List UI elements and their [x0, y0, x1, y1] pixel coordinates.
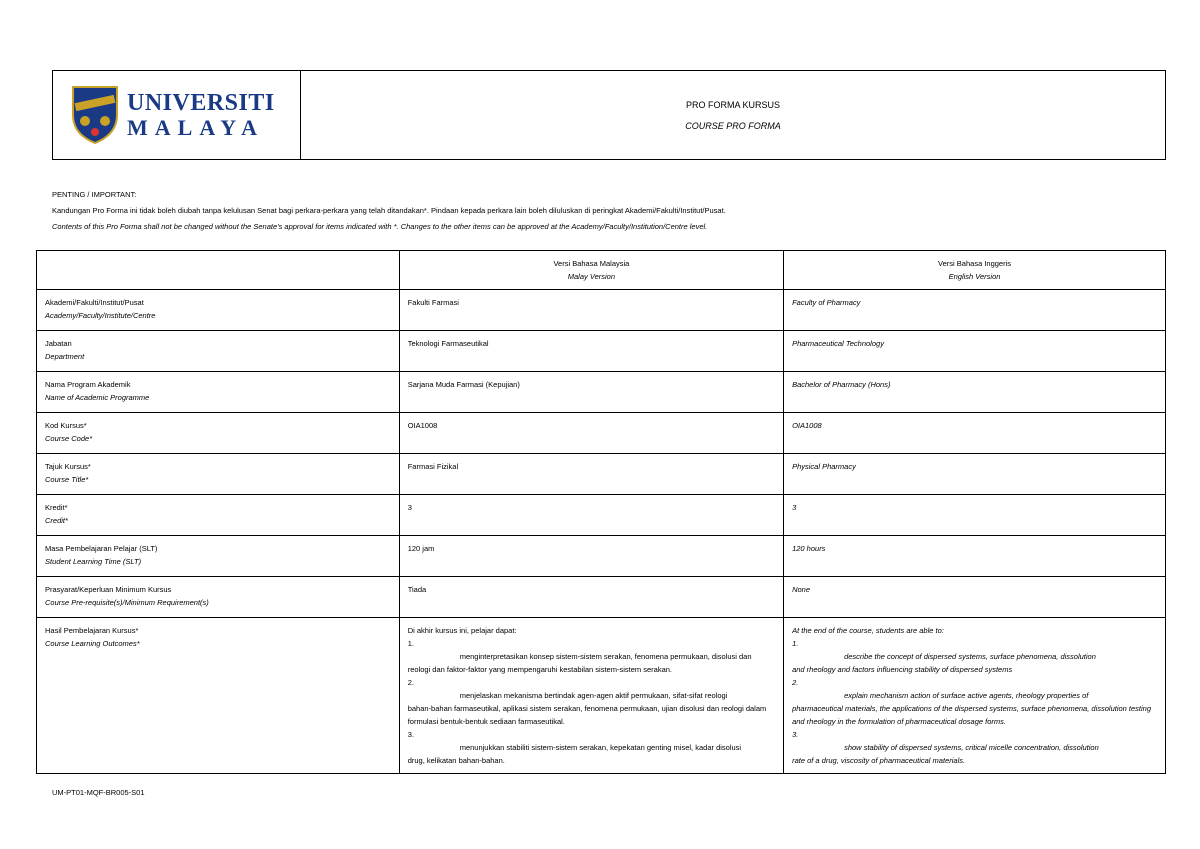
row-label: Prasyarat/Keperluan Minimum Kursus: [45, 585, 172, 594]
outcome-rest: and rheology and factors influencing stability of dispersed systems: [792, 665, 1013, 674]
row-label-en: Name of Academic Programme: [45, 393, 150, 402]
logo-cell: [53, 71, 301, 159]
english-value: 120 hours: [784, 536, 1166, 577]
outcome-item: [792, 637, 1157, 676]
table-row: [37, 577, 1166, 618]
header-box: [52, 70, 1166, 160]
important-malay: Kandungan Pro Forma ini tidak boleh diubah tanpa kelulusan Senat bagi perkara-perkara yang telah ditandakan*. Pindaan kepada perkara lain boleh diluluskan di peringkat Akademi/Fakulti/Institut/Pusat.: [52, 206, 726, 215]
table-row: [37, 454, 1166, 495]
row-label: Jabatan: [45, 339, 72, 348]
outcomes-malay-cell: [399, 618, 783, 774]
malay-value: OIA1008: [399, 413, 783, 454]
outcome-number: 3.: [792, 730, 799, 739]
important-english: Contents of this Pro Forma shall not be changed without the Senate's approval for items indicated with *. Changes to the other items can be approved at the Academy/Faculty/Institution/Centre level.: [52, 222, 708, 231]
row-label-cell: [37, 331, 400, 372]
logo-line2: MALAYA: [127, 115, 264, 140]
outcome-number: 3.: [407, 730, 414, 739]
row-label-en: Course Title*: [45, 475, 89, 484]
table-row: [37, 413, 1166, 454]
malay-value: 120 jam: [399, 536, 783, 577]
outcomes-row: [37, 618, 1166, 774]
malay-value: Sarjana Muda Farmasi (Kepujian): [399, 372, 783, 413]
row-label-en: Credit*: [45, 516, 68, 525]
english-value: 3: [784, 495, 1166, 536]
english-value: Pharmaceutical Technology: [784, 331, 1166, 372]
form-title-en: COURSE PRO FORMA: [685, 120, 781, 131]
outcomes-label: Hasil Pembelajaran Kursus*: [45, 626, 139, 635]
outcome-item: [792, 728, 1157, 767]
outcomes-malay-intro: Di akhir kursus ini, pelajar dapat:: [407, 626, 517, 635]
table-row: [37, 536, 1166, 577]
outcomes-label-en: Course Learning Outcomes*: [45, 639, 140, 648]
english-value: OIA1008: [784, 413, 1166, 454]
table-row: [37, 495, 1166, 536]
outcome-item: [792, 676, 1157, 728]
header-malay-cell: [399, 251, 783, 290]
outcome-rest: pharmaceutical materials, the applications of the dispersed systems, surface phenomena, dissolution testing and rheology in the formulation of pharmaceutical dosage forms.: [792, 704, 1152, 726]
outcomes-english-cell: [784, 618, 1166, 774]
table-row: [37, 372, 1166, 413]
english-value: Faculty of Pharmacy: [784, 290, 1166, 331]
malay-value: Tiada: [399, 577, 783, 618]
malay-value: Fakulti Farmasi: [399, 290, 783, 331]
outcomes-english-intro: At the end of the course, students are able to:: [792, 626, 944, 635]
row-label-en: Department: [45, 352, 85, 361]
row-label-cell: [37, 495, 400, 536]
malay-version-label: Versi Bahasa Malaysia: [553, 259, 630, 268]
table-row: [37, 331, 1166, 372]
outcome-first-line: menunjukkan stabiliti sistem-sistem serakan, kepekatan genting misel, kadar disolusi: [459, 743, 742, 752]
outcome-first-line: menjelaskan mekanisma bertindak agen-agen aktif permukaan, sifat-sifat reologi: [459, 691, 728, 700]
outcome-first-line: explain mechanism action of surface active agents, rheology properties of: [844, 691, 1089, 700]
outcome-rest: rate of a drug, viscosity of pharmaceutical materials.: [792, 756, 966, 765]
row-label-cell: [37, 413, 400, 454]
outcome-first-line: describe the concept of dispersed systems, surface phenomena, dissolution: [844, 652, 1096, 661]
english-version-label: Versi Bahasa Inggeris: [938, 259, 1012, 268]
malay-value: 3: [399, 495, 783, 536]
university-wordmark: [127, 91, 275, 139]
row-label-en: Course Pre-requisite(s)/Minimum Requirement(s): [45, 598, 209, 607]
logo-line1: UNIVERSITI: [127, 90, 275, 116]
outcome-number: 1.: [792, 639, 799, 648]
header-empty-cell: [37, 251, 400, 290]
outcome-rest: drug, kelikatan bahan-bahan.: [407, 756, 505, 765]
outcome-rest: reologi dan faktor-faktor yang mempengaruhi kestabilan sistem-sistem serakan.: [407, 665, 672, 674]
important-notice: [52, 190, 726, 238]
outcome-number: 2.: [407, 678, 414, 687]
header-english-cell: [784, 251, 1166, 290]
row-label: Akademi/Fakulti/Institut/Pusat: [45, 298, 144, 307]
university-crest-icon: [71, 85, 119, 145]
document-code: UM-PT01-MQF-BR005-S01: [52, 788, 145, 797]
english-value: None: [784, 577, 1166, 618]
form-title: PRO FORMA KURSUS: [685, 99, 780, 110]
row-label-en: Student Learning Time (SLT): [45, 557, 142, 566]
row-label-cell: [37, 372, 400, 413]
row-label-cell: [37, 536, 400, 577]
outcomes-label-cell: [37, 618, 400, 774]
outcome-rest: bahan-bahan farmaseutikal, aplikasi sistem serakan, fenomena permukaan, ujian disolusi dan reologi dalam formulasi bentuk-bentuk sediaan farmaseutikal.: [407, 704, 767, 726]
row-label-cell: [37, 290, 400, 331]
row-label-cell: [37, 577, 400, 618]
malay-value: Teknologi Farmaseutikal: [399, 331, 783, 372]
outcome-item: [408, 676, 775, 728]
english-value: Physical Pharmacy: [784, 454, 1166, 495]
outcome-number: 2.: [792, 678, 799, 687]
row-label: Nama Program Akademik: [45, 380, 131, 389]
table-row: [37, 290, 1166, 331]
row-label: Kredit*: [45, 503, 68, 512]
row-label: Masa Pembelajaran Pelajar (SLT): [45, 544, 158, 553]
outcome-item: [408, 637, 775, 676]
important-label: PENTING / IMPORTANT:: [52, 190, 137, 199]
english-value: Bachelor of Pharmacy (Hons): [784, 372, 1166, 413]
table-header-row: [37, 251, 1166, 290]
outcome-item: [408, 728, 775, 767]
course-table: [36, 250, 1166, 774]
outcome-first-line: menginterpretasikan konsep sistem-sistem serakan, fenomena permukaan, disolusi dan: [459, 652, 752, 661]
title-cell: [301, 71, 1165, 159]
outcome-number: 1.: [407, 639, 414, 648]
english-version-label-en: English Version: [948, 272, 1001, 281]
row-label-en: Course Code*: [45, 434, 93, 443]
row-label-en: Academy/Faculty/Institute/Centre: [45, 311, 156, 320]
malay-value: Farmasi Fizikal: [399, 454, 783, 495]
outcome-first-line: show stability of dispersed systems, critical micelle concentration, dissolution: [844, 743, 1099, 752]
row-label-cell: [37, 454, 400, 495]
malay-version-label-en: Malay Version: [567, 272, 616, 281]
row-label: Tajuk Kursus*: [45, 462, 91, 471]
row-label: Kod Kursus*: [45, 421, 87, 430]
